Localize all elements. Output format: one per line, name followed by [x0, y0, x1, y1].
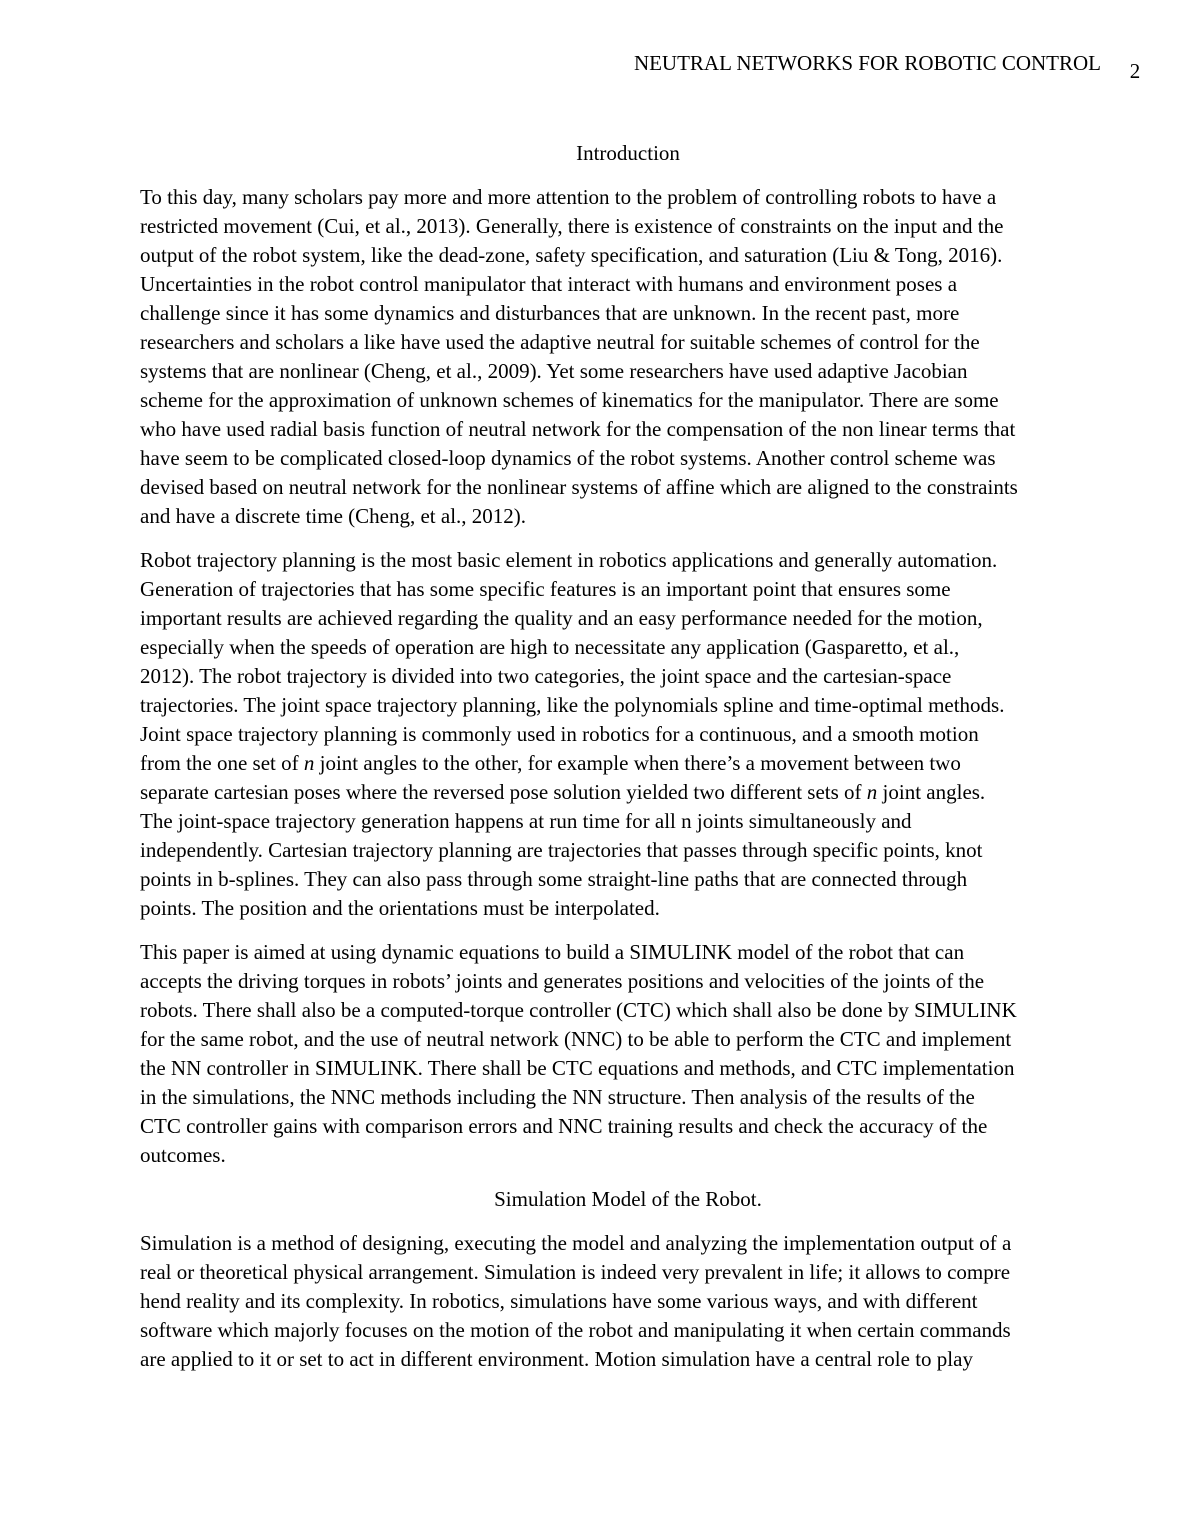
text-line: challenge since it has some dynamics and disturbances that are unknown. In the recent past, more [140, 301, 960, 325]
text-line [140, 778, 1130, 807]
text-run: joint angles to the other, for example when there’s a movement between two [314, 751, 961, 775]
text-line: who have used radial basis function of neutral network for the compensation of the non linear terms that [140, 417, 1016, 441]
text-line: This paper is aimed at using dynamic equations to build a SIMULINK model of the robot that can [140, 940, 965, 964]
text-run: joint angles. [877, 780, 986, 804]
text-line: and have a discrete time (Cheng, et al., 2012). [140, 504, 527, 528]
text-line: output of the robot system, like the dead-zone, safety specification, and saturation (Liu & Tong, 2016). [140, 243, 1003, 267]
text-line: Simulation is a method of designing, executing the model and analyzing the implementation output of a [140, 1231, 1012, 1255]
text-line: points in b-splines. They can also pass through some straight-line paths that are connected through [140, 867, 968, 891]
text-line: outcomes. [140, 1143, 226, 1167]
italic-variable: n [303, 751, 315, 775]
body-text [140, 139, 1130, 1389]
text-line [140, 749, 1130, 778]
text-line: real or theoretical physical arrangement. Simulation is indeed very prevalent in life; it allows to compre [140, 1260, 1011, 1284]
text-line: for the same robot, and the use of neutral network (NNC) to be able to perform the CTC and implement [140, 1027, 1012, 1051]
text-line: restricted movement (Cui, et al., 2013). Generally, there is existence of constraints on the input and the [140, 214, 1004, 238]
simulation-paragraph-1 [140, 1229, 1130, 1374]
text-line: Generation of trajectories that has some specific features is an important point that ensures some [140, 577, 951, 601]
introduction-heading: Introduction [576, 141, 680, 165]
introduction-paragraph-1 [140, 183, 1130, 531]
text-line: points. The position and the orientations must be interpolated. [140, 896, 660, 920]
text-line: Uncertainties in the robot control manipulator that interact with humans and environment poses a [140, 272, 958, 296]
text-line: The joint-space trajectory generation happens at run time for all n joints simultaneously and [140, 809, 912, 833]
italic-variable: n [866, 780, 878, 804]
text-line: have seem to be complicated closed-loop dynamics of the robot systems. Another control scheme was [140, 446, 996, 470]
text-line: To this day, many scholars pay more and more attention to the problem of controlling robots to have a [140, 185, 997, 209]
text-line: independently. Cartesian trajectory planning are trajectories that passes through specific points, knot [140, 838, 983, 862]
text-line: devised based on neutral network for the nonlinear systems of affine which are aligned to the constraints [140, 475, 1018, 499]
text-line: are applied to it or set to act in different environment. Motion simulation have a central role to play [140, 1347, 973, 1371]
text-line: scheme for the approximation of unknown schemes of kinematics for the manipulator. There are some [140, 388, 999, 412]
text-line: important results are achieved regarding the quality and an easy performance needed for the motion, [140, 606, 983, 630]
running-head: NEUTRAL NETWORKS FOR ROBOTIC CONTROL [633, 51, 1101, 75]
text-line: especially when the speeds of operation are high to necessitate any application (Gasparetto, et al., [140, 635, 960, 659]
text-line: software which majorly focuses on the motion of the robot and manipulating it when certain commands [140, 1318, 1011, 1342]
text-run: separate cartesian poses where the reversed pose solution yielded two different sets of [140, 780, 867, 804]
text-line: 2012). The robot trajectory is divided into two categories, the joint space and the cartesian-space [140, 664, 952, 688]
simulation-heading: Simulation Model of the Robot. [494, 1187, 762, 1211]
text-line: Robot trajectory planning is the most basic element in robotics applications and generally automation. [140, 548, 998, 572]
text-line: researchers and scholars a like have used the adaptive neutral for suitable schemes of control for the [140, 330, 980, 354]
introduction-paragraph-3 [140, 938, 1130, 1170]
text-line: in the simulations, the NNC methods including the NN structure. Then analysis of the results of the [140, 1085, 975, 1109]
text-line: robots. There shall also be a computed-torque controller (CTC) which shall also be done by SIMULINK [140, 998, 1017, 1022]
text-line: Joint space trajectory planning is commonly used in robotics for a continuous, and a smooth motion [140, 722, 979, 746]
text-line: CTC controller gains with comparison errors and NNC training results and check the accuracy of the [140, 1114, 988, 1138]
text-line: hend reality and its complexity. In robotics, simulations have some various ways, and with different [140, 1289, 978, 1313]
page-number: 2 [1129, 59, 1141, 83]
text-line: accepts the driving torques in robots’ joints and generates positions and velocities of the joints of the [140, 969, 985, 993]
text-line: the NN controller in SIMULINK. There shall be CTC equations and methods, and CTC implementation [140, 1056, 1015, 1080]
introduction-paragraph-2 [140, 546, 1130, 923]
text-line: trajectories. The joint space trajectory planning, like the polynomials spline and time-optimal methods. [140, 693, 1005, 717]
text-run: from the one set of [140, 751, 304, 775]
text-line: systems that are nonlinear (Cheng, et al., 2009). Yet some researchers have used adaptive Jacobian [140, 359, 968, 383]
